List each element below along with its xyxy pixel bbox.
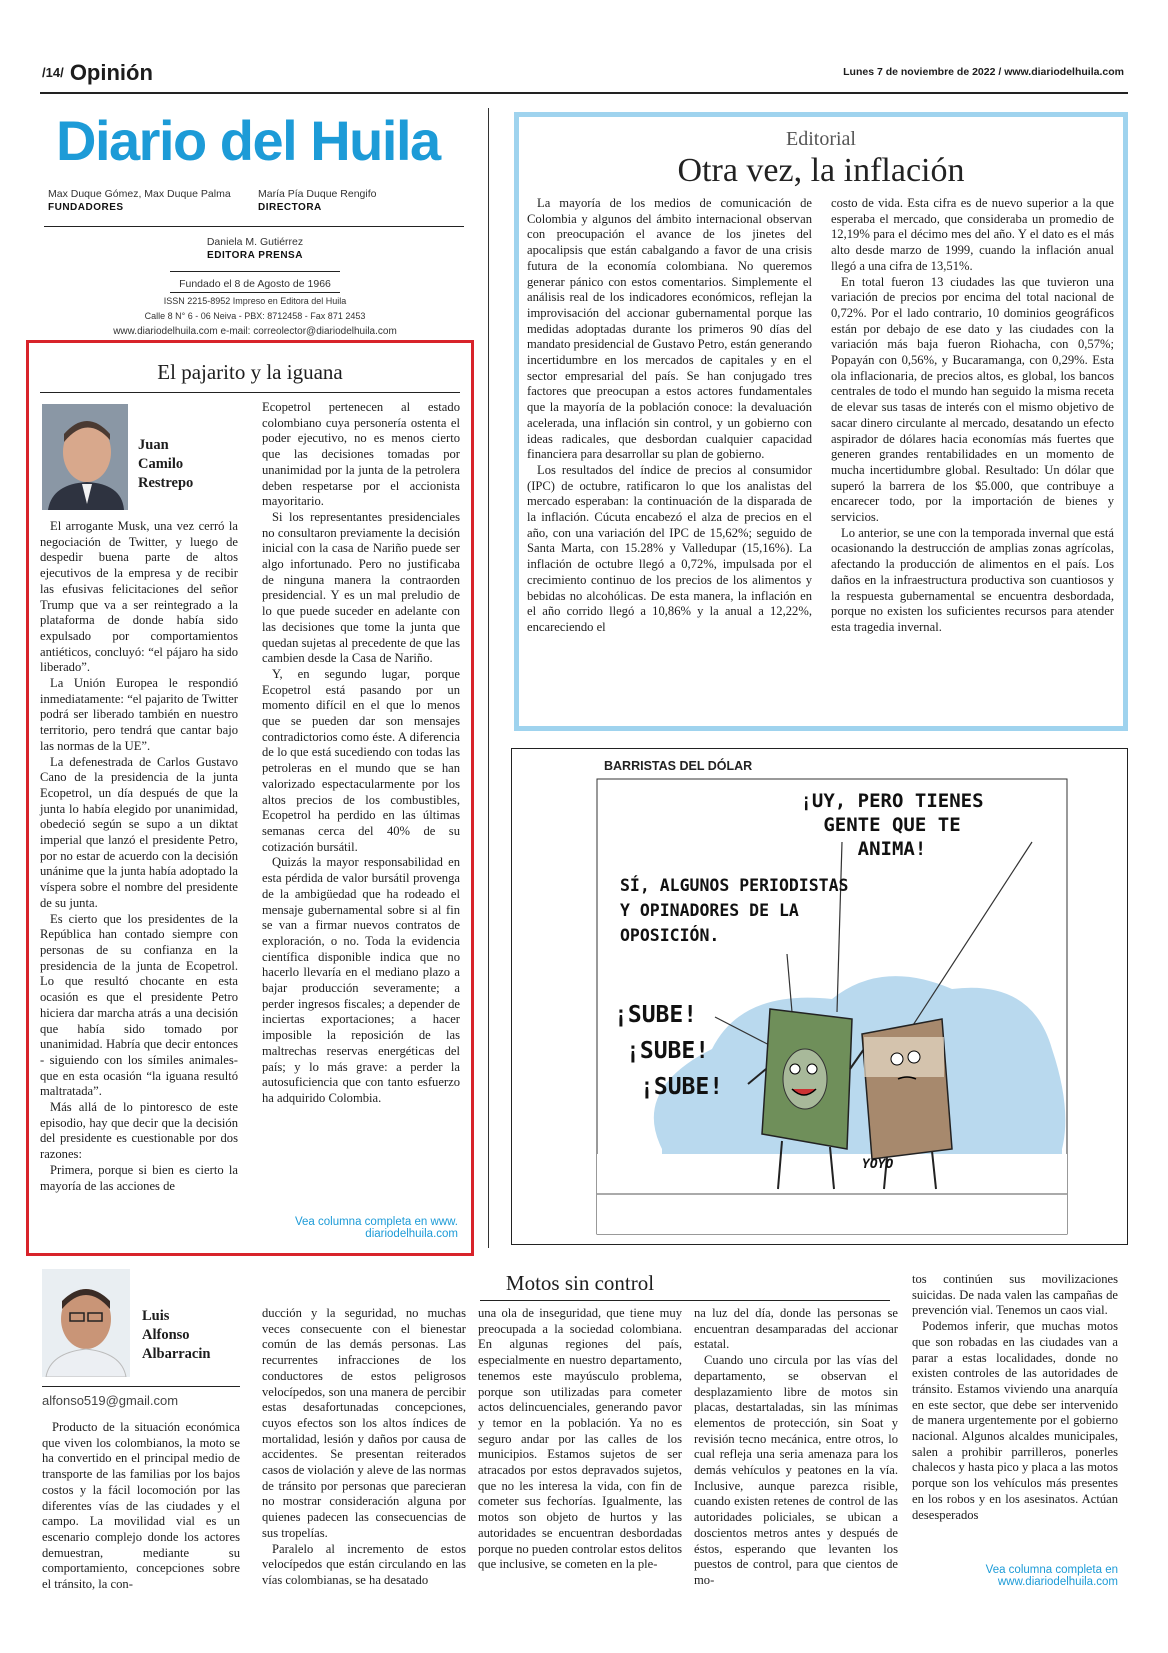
chant-line: ¡SUBE!: [626, 1038, 710, 1064]
director-role: DIRECTORA: [258, 202, 322, 213]
header-rule: [40, 92, 1128, 94]
author-portrait-icon: [42, 1269, 130, 1377]
author-last: Restrepo: [138, 475, 194, 491]
link-line[interactable]: diariodelhuila.com: [365, 1228, 458, 1240]
speech-line: OPOSICIÓN.: [620, 926, 720, 945]
paragraph: Lo anterior, se une con la temporada invernal que está ocasionando la destrucción de amplias zonas agrícolas, afectando la producción de alimentos en el país. Los daños en la infraestructura productiva son cuantiosos y la respuesta gubernamental se encuentra desbordada, porque no existen los suficientes recursos para atender esta tragedia invernal.: [831, 525, 1114, 634]
author-email[interactable]: alfonso519@gmail.com: [42, 1393, 179, 1408]
page-number: /14/: [42, 65, 64, 80]
paragraph: Cuando uno circula por las vías del departamento, se observan el desplazamiento libre de motos sin placas, destartaladas, sin las mínimas elementos de protección, sin Soat y revisión tecno mecánica, entre otros, lo cual refleja una seria amenaza para los demás vehículos y peatones en la vía. Inclusive, aunque parezca risible, cuando existen retenes de control de las autoridades policiales, se ubican a doscientos metros antes y después de éstos, esperando que levanten los puestos de control, para que cientos de mo-: [694, 1353, 898, 1587]
paragraph: Y, en segundo lugar, porque Ecopetrol está pasando por un momento difícil en el que lo menos que se pueden dar son mensajes contradictorios como éste. A diferencia de lo que está sucediendo con todas las petroleras en el mundo que se han valorizado espectacularmente por los altos precios de los combustibles, Ecopetrol ha perdido en las últimas semanas cerca del 40% de su cotización bursátil.: [262, 666, 460, 854]
masthead-rule-1: [44, 226, 464, 227]
column1-link[interactable]: [262, 1216, 458, 1240]
speech-line: Y OPINADORES DE LA: [620, 901, 799, 920]
author-first: Luis: [142, 1308, 170, 1324]
paragraph: Más allá de lo pintoresco de este episodio, hay que decir que la decisión del presidente es cuestionable por dos razones:: [40, 1100, 238, 1162]
author-middle: Camilo: [138, 456, 184, 472]
column1-text-left: [40, 519, 238, 1194]
email-rule: [42, 1386, 240, 1387]
author-last: Albarracin: [142, 1346, 211, 1362]
author-photo: [42, 404, 128, 510]
speech-line: ¡UY, PERO TIENES: [800, 790, 984, 812]
director: [258, 188, 376, 213]
paragraph: Paralelo al incremento de estos velocípedos que están circulando en las vías colombianas, se ha desatado: [262, 1541, 466, 1587]
speech-bubble-1: [752, 789, 1032, 861]
section-header: [42, 60, 153, 86]
paragraph: tos continúen sus movilizaciones suicidas. De nada valen las campañas de prevención vial. Tenemos un caos vial.: [912, 1272, 1118, 1318]
chant-lines: [614, 997, 723, 1105]
paragraph: ducción y la seguridad, no muchas veces consecuente con el bienestar común de las demás personas. Las recurrentes infracciones de los conductores de estos peligrosos velocípedos, son una manera de percibir estas desafortunadas concepciones, cuyos efectos son los altos índices de mortalidad, lesión y daños por causa de accidentes. Se presentan reiterados casos de violación y aleve de las normas de tránsito por personas que parecieran no mostrar consideración alguna por quienes padecen las consecuencias de sus tropelías.: [262, 1306, 466, 1540]
paragraph: Ecopetrol pertenecen al estado colombiano cuya personería ostenta el poder ejecutivo, no es menos cierto que las decisiones tomadas por unanimidad por la junta de la petrolera deben respetarse por el accionista mayoritario.: [262, 400, 460, 509]
paragraph: Si los representantes presidenciales no consultaron previamente la decisión inicial con la casa de Nariño puede ser algo infortunado. Pero no justificaba de ninguna manera la contraorden presidencial. Y es un mal preludio de lo que puede suceder en adelante con las decisiones que tome la junta que quedan sujetas al precedente de que las cambien desde la Casa de Nariño.: [262, 509, 460, 666]
editor-name: Daniela M. Gutiérrez: [206, 236, 304, 248]
founded-date: Fundado el 8 de Agosto de 1966: [179, 278, 331, 290]
column2-text-e: [912, 1272, 1118, 1523]
paragraph: Producto de la situación económica que viven los colombianos, la moto se ha convertido en el principal medio de transporte de las familias por los bajos costos y la fácil locomoción por las diferentes vías de las ciudades y el campo. La movilidad vial es un escenario complejo donde los actores demuestran, mediante su comportamiento, concepciones sobre el tránsito, la con-: [42, 1420, 240, 1592]
column-title-rule: [480, 1300, 890, 1301]
column-title: El pajarito y la iguana: [157, 360, 343, 384]
paragraph: Quizás la mayor responsabilidad en esta pérdida de valor bursátil provenga de la ambigüedad que ha rodeado el mensaje gubernamental sobre si al fin se van a firmar nuevos contratos de exploración, o no. Toda la evidencia científica disponible indica que no hacerlo llevaría en el mediano plazo a bajar producción severamente; a perder ingresos fiscales; a depender de inciertas exportaciones; a hacer imposible la reposición de las maltrechas reservas energéticas del país; y lo más grave: a perder la autosuficiencia que con tanto esfuerzo ha adquirido Colombia.: [262, 855, 460, 1105]
paragraph: costo de vida. Esta cifra es de nuevo superior a la que esperaba el mercado, que consideraba un promedio de 12,19% para el décimo mes del año. Y el dato es el más alto desde marzo de 1999, cuando la inflación anual llegó a una cifra de 13,51%.: [831, 196, 1114, 273]
editorial-kicker: Editorial: [786, 128, 856, 150]
chant-line: ¡SUBE!: [640, 1074, 724, 1100]
column2-text-b: [262, 1306, 466, 1589]
paragraph: La mayoría de los medios de comunicación de Colombia y algunos del ámbito internacional observan con preocupación el avance de los jinetes del apocalipsis que están cabalgando a favor de una crisis futura de la economía colombiana. No queremos generar pánico con estos comentarios. Simplemente el análisis real de los indicadores económicos, reflejan la improvisación del accionar gubernamental porque las medidas adoptadas durante los primeros 90 días del mandato presidencial de Gustavo Petro, están generando incertidumbre en los mercados de capitales y en el sector empresarial del país. Se han conjugado tres factores que preocupan a estos actores fundamentales que la mayoría de la población conoce: la devaluación acelerada, una inflación sin control, y un gobierno con ideas radicales, que desbordan cualquier capacidad financiera para desarrollar su plan de gobierno.: [527, 196, 813, 462]
cartoon-frame: [511, 748, 1128, 1245]
paragraph: El arrogante Musk, una vez cerró la negociación de Twitter, y luego de despedir buena parte de altos ejecutivos de la empresa y de recibir las efusivas felicitaciones del señor Trump que va a ser reintegrado a la plataforma de donde había sido expulsado por comportamientos antiéticos, concluyó: “el pájaro ha sido liberado”.: [40, 519, 238, 675]
author-name: [142, 1307, 210, 1364]
chant-line: ¡SUBE!: [614, 1002, 698, 1028]
paragraph: na luz del día, donde las personas se encuentran desamparadas del accionar estatal.: [694, 1306, 898, 1352]
paragraph: Primera, porque si bien es cierto la mayoría de las acciones de: [40, 1162, 238, 1193]
paragraph: La defenestrada de Carlos Gustavo Cano de la presidencia de la junta Ecopetrol, un día después de que la junta lo había elegido por unanimidad, obedeció según se supo a un diktat imperial que lanzó el presidente Petro, por no estar de acuerdo con la decisión unánime que la junta había adoptado la víspera sobre el nombre del presidente de su junta.: [40, 754, 238, 910]
director-name: María Pía Duque Rengifo: [258, 188, 377, 200]
column1-text-right: [262, 400, 460, 1107]
editor: [170, 236, 340, 261]
paragraph: En total fueron 13 ciudades las que tuvieron una variación de precios por encima del total nacional de 0,72%. Por el lado contrario, 10 dominios geográficos están por debajo de ese dato y las ciudades con la variación más baja fueron Riohacha, con 0,57%; Popayán con 0,56%, y Bucaramanga, con 0,29%. Esta ola inflacionaria, de precios altos, es global, los bancos centrales de todo el mundo han seguido la misma receta de elevar sus tasas de interés con el mismo objetivo de sacar dinero circulante al mercado, desatando un efecto aspirador de dólares hacia economías más fuertes que generen grandes rentabilidades en un momento de mucha incertidumbre global. Resultado: Un dólar que superó la barrera de los $5.000, que contribuye a encarecer todo, por la importación de bienes y servicios.: [831, 274, 1114, 525]
cartoon-title: BARRISTAS DEL DÓLAR: [604, 759, 753, 773]
paragraph: Los resultados del índice de precios al consumidor (IPC) de octubre, ratificaron lo que los analistas del mercado esperaban: la continuación de la disparada de la inflación. Cúcuta encabezó el alza de precios en el año, con una variación del IPC de 15,62%; seguido de Santa Marta, con 15.28% y Valledupar (15,16%). La inflación de octubre llegó a 0,72%, impulsada por el crecimiento continuo de los precios de los alimentos y bebidas no alcohólicas. De esta manera, la inflación en el año corrido llegó a 10,86% y la anual a 12,22%, encareciendo el: [527, 462, 812, 634]
issn-line: ISSN 2215-8952 Impreso en Editora del Huila: [163, 296, 347, 306]
paragraph: una ola de inseguridad, que tiene muy preocupada a la sociedad colombiana. En algunas regiones del país, especialmente en nuestro departamento, tenemos este mayúsculo problema, porque son utilizadas para cometer actos delincuenciales, generando pavor y temor en la población. Ya no es seguro andar por las calles de los municipios. Estamos sujetos de ser atracados por estos depravados sujetos, que no les interesa la vida, con fin de cometer sus fechorías. Igualmente, las motos son objeto de hurtos y las autoridades se encuentran desbordadas porque no pueden controlar estos delitos que inclusive, se cometen en la ple-: [478, 1306, 682, 1572]
link-line[interactable]: www.diariodelhuila.com: [997, 1576, 1118, 1588]
masthead-rule-2: [170, 271, 340, 272]
founders-names: Max Duque Gómez, Max Duque Palma: [48, 188, 231, 200]
cartoonist-signature: YOYO: [862, 1157, 894, 1172]
speech-line: GENTE QUE TE: [823, 814, 961, 836]
column-divider: [488, 108, 489, 1248]
speech-line: ANIMA!: [857, 838, 927, 860]
web-email-line: www.diariodelhuila.com e-mail: correolector@diariodelhuila.com: [113, 326, 397, 337]
editor-role: EDITORA PRENSA: [207, 250, 303, 261]
author-middle: Alfonso: [142, 1327, 190, 1343]
column2-text-d: [694, 1306, 898, 1589]
speech-bubble-2: [620, 873, 920, 948]
founders: [48, 188, 231, 213]
editorial-title: Otra vez, la inflación: [677, 152, 965, 189]
paragraph: Podemos inferir, que muchas motos que son robadas en las ciudades van a parar a estas localidades, donde no existen controles de las autoridades de tránsito. Estamos viviendo una anarquía en este sector, que debe ser intervenido de manera urgentemente por el gobierno nacional. Algunos alcaldes municipales, salen a prohibir parrilleros, ponerles chalecos y hasta pico y placa a las motos porque son los vehículos más presentes en los robos y en los asesinatos. Actúan desesperados: [912, 1319, 1118, 1522]
address-line: Calle 8 N° 6 - 06 Neiva - PBX: 8712458 - Fax 871 2453: [144, 311, 366, 321]
author-name: [138, 436, 193, 493]
author-photo: [42, 1269, 130, 1377]
section-title: Opinión: [69, 60, 153, 85]
editorial-text-left: [527, 196, 812, 636]
founders-role: FUNDADORES: [48, 202, 124, 213]
author-portrait-icon: [42, 404, 128, 510]
speech-line: SÍ, ALGUNOS PERIODISTAS: [620, 876, 849, 895]
masthead-title: Diario del Huila: [56, 109, 440, 172]
link-line[interactable]: Vea columna completa en: [985, 1564, 1118, 1576]
paragraph: Es cierto que los presidentes de la República han contado siempre con personas de su confianza en la presidencia de la junta de Ecopetrol. Lo que resultó chocante en esta ocasión es que el presidente Petro hiciera dar marcha atrás a una decisión que había sido tomado por unanimidad. Habría que decir entonces - siguiendo con los símiles animales- que en esta ocasión “la iguana resultó maltratada”.: [40, 911, 238, 1099]
column-title: Motos sin control: [505, 1271, 655, 1295]
masthead-rule-3: [170, 292, 340, 293]
link-line[interactable]: Vea columna completa en www.: [294, 1216, 458, 1228]
paragraph: La Unión Europea le respondió inmediatamente: “el pajarito de Twitter podrá ser liberado también en nuestro territorio, pero tendrá que cantar bajo las normas de la UE”.: [40, 676, 238, 753]
author-first: Juan: [138, 437, 169, 453]
column2-link[interactable]: [912, 1564, 1118, 1588]
editorial-text-right: [831, 196, 1114, 636]
date-site: Lunes 7 de noviembre de 2022 / www.diariodelhuila.com: [843, 66, 1124, 78]
column2-text-a: [42, 1420, 240, 1593]
column2-text-c: [478, 1306, 682, 1573]
column-title-rule: [40, 392, 460, 393]
